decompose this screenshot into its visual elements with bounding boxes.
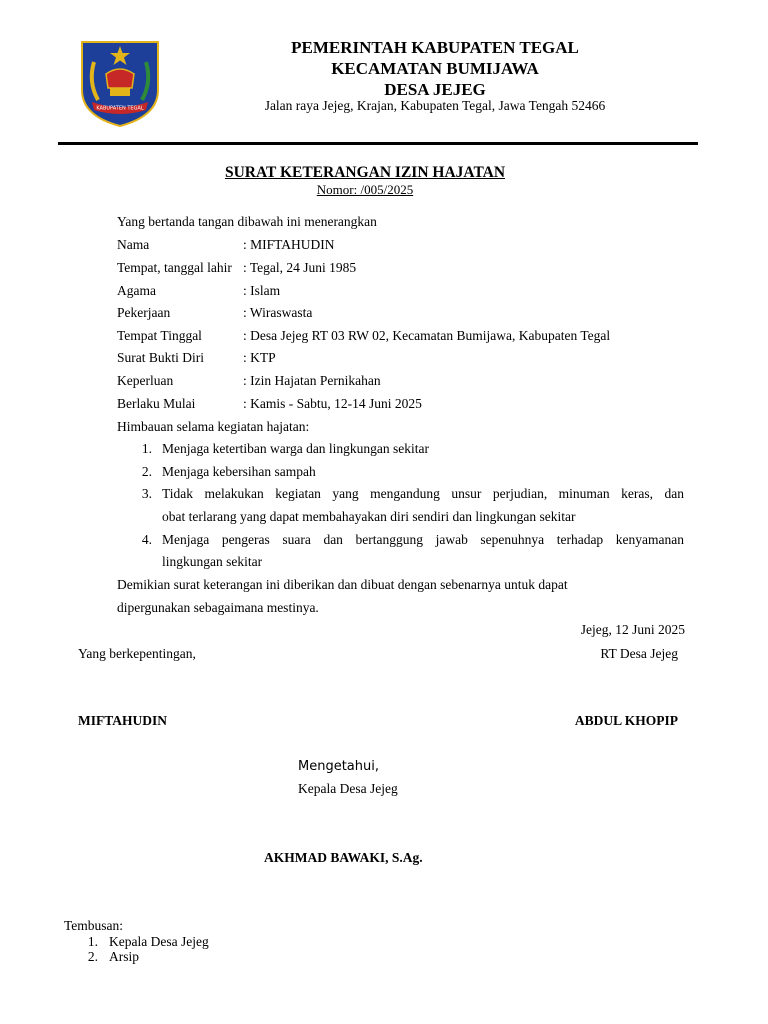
- field-value-nama: : MIFTAHUDIN: [243, 237, 335, 252]
- left-sign-label: Yang berkepentingan,: [78, 646, 196, 661]
- himbauan-item-4-line2: lingkungan sekitar: [162, 554, 263, 569]
- field-label-berlaku: Berlaku Mulai: [117, 396, 196, 411]
- logo-crest-icon: [80, 40, 160, 128]
- himbauan-item-3-line1: Tidak melakukan kegiatan yang mengandung unsur perjudian, minuman keras, dan: [162, 486, 684, 501]
- mengetahui-name: AKHMAD BAWAKI, S.Ag.: [264, 850, 423, 865]
- field-label-tempat-tinggal: Tempat Tinggal: [117, 328, 202, 343]
- tembusan-title: Tembusan:: [64, 918, 124, 933]
- tembusan-item-2: Arsip: [109, 949, 139, 964]
- field-label-keperluan: Keperluan: [117, 373, 174, 388]
- field-value-tempat-tinggal: : Desa Jejeg RT 03 RW 02, Kecamatan Bumijawa, Kabupaten Tegal: [243, 328, 611, 343]
- kop-kecamatan: KECAMATAN BUMIJAWA: [331, 59, 539, 78]
- logo-ribbon-text: KABUPATEN TEGAL: [96, 105, 144, 112]
- field-value-berlaku: : Kamis - Sabtu, 12-14 Juni 2025: [243, 396, 422, 411]
- himbauan-item-1: Menjaga ketertiban warga dan lingkungan sekitar: [162, 441, 430, 456]
- closing-line-1: Demikian surat keterangan ini diberikan dan dibuat dengan sebenarnya untuk dapat: [117, 577, 568, 592]
- right-sign-label: RT Desa Jejeg: [600, 646, 678, 661]
- kop-pemerintah: PEMERINTAH KABUPATEN TEGAL: [291, 38, 579, 57]
- himbauan-num-2: 2.: [141, 464, 152, 479]
- kabupaten-tegal-logo: [80, 40, 160, 128]
- field-value-ttl: : Tegal, 24 Juni 1985: [243, 260, 357, 275]
- field-label-nama: Nama: [117, 237, 150, 252]
- mengetahui-role: Kepala Desa Jejeg: [298, 781, 398, 796]
- closing-line-2: dipergunakan sebagaimana mestinya.: [117, 600, 319, 615]
- field-value-pekerjaan: : Wiraswasta: [243, 305, 313, 320]
- tembusan-num-1: 1.: [87, 934, 98, 949]
- himbauan-num-1: 1.: [141, 441, 152, 456]
- mengetahui-label: Mengetahui,: [298, 759, 379, 774]
- kop-desa: DESA JEJEG: [384, 80, 486, 99]
- document-title: SURAT KETERANGAN IZIN HAJATAN: [224, 164, 506, 181]
- document-number: [0, 182, 730, 198]
- field-value-agama: : Islam: [243, 283, 281, 298]
- himbauan-num-3: 3.: [141, 486, 152, 501]
- field-label-ttl: Tempat, tanggal lahir: [117, 260, 232, 275]
- left-sign-name: MIFTAHUDIN: [78, 713, 167, 728]
- himbauan-title: Himbauan selama kegiatan hajatan:: [117, 419, 310, 434]
- document-number-text: Nomor: /005/2025: [316, 182, 414, 197]
- himbauan-num-4: 4.: [141, 532, 152, 547]
- himbauan-item-3-line2: obat terlarang yang dapat membahayakan diri sendiri dan lingkungan sekitar: [162, 509, 576, 524]
- letterhead-divider: [58, 142, 698, 145]
- tembusan-num-2: 2.: [87, 949, 98, 964]
- himbauan-item-2: Menjaga kebersihan sampah: [162, 464, 316, 479]
- place-date: Jejeg, 12 Juni 2025: [580, 622, 685, 637]
- tembusan-item-1: Kepala Desa Jejeg: [109, 934, 209, 949]
- intro-text: Yang bertanda tangan dibawah ini menerangkan: [117, 214, 377, 229]
- field-label-agama: Agama: [117, 283, 156, 298]
- field-label-bukti-diri: Surat Bukti Diri: [117, 350, 204, 365]
- right-sign-name: ABDUL KHOPIP: [574, 713, 678, 728]
- kop-address: Jalan raya Jejeg, Krajan, Kabupaten Tegal, Jawa Tengah 52466: [264, 98, 606, 113]
- field-label-pekerjaan: Pekerjaan: [117, 305, 171, 320]
- field-value-bukti-diri: : KTP: [243, 350, 276, 365]
- himbauan-item-4-line1: Menjaga pengeras suara dan bertanggung jawab sepenuhnya terhadap kenyamanan: [162, 532, 684, 547]
- field-value-keperluan: : Izin Hajatan Pernikahan: [243, 373, 381, 388]
